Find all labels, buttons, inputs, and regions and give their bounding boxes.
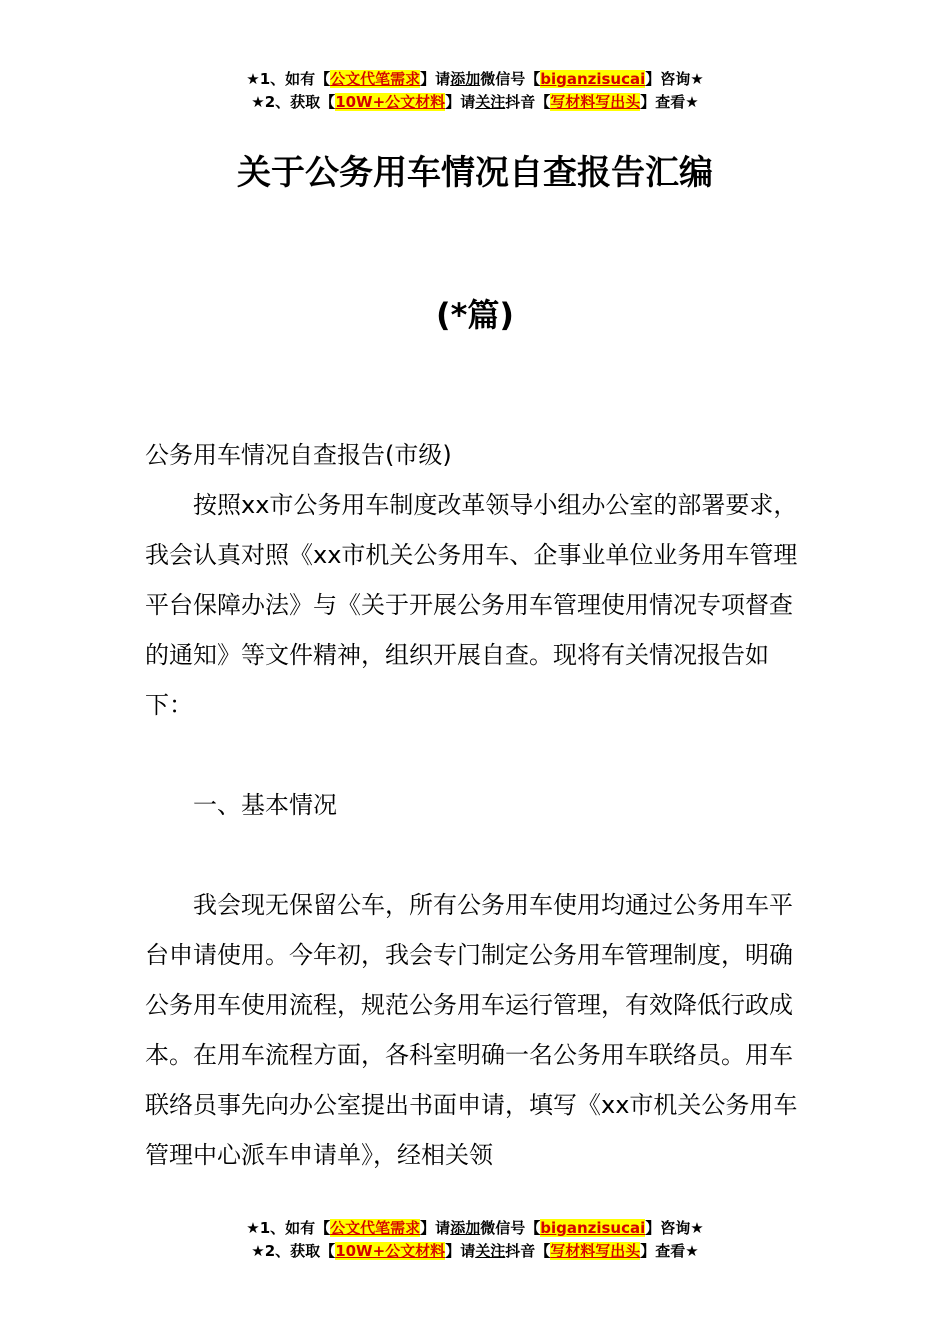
report-subheading: 公务用车情况自查报告(市级) (145, 441, 452, 469)
banner-underlined-text: 关注 (475, 93, 506, 111)
banner-line-2 (0, 91, 950, 114)
banner-text: ★1、如有【 (246, 70, 331, 88)
banner-text: 】请 (445, 93, 476, 111)
section-heading-basic-situation: 一、基本情况 (193, 791, 337, 819)
banner-text: ★2、获取【 (251, 93, 336, 111)
banner-highlight: 10W+公文材料 (335, 93, 446, 111)
banner-highlight: biganzisucai (540, 1219, 646, 1237)
banner-line-1 (0, 1217, 950, 1240)
banner-text: ★1、如有【 (246, 1219, 331, 1237)
banner-text: 】请 (420, 1219, 451, 1237)
banner-underlined-text: 添加 (450, 70, 481, 88)
banner-text: 】查看★ (640, 93, 699, 111)
banner-text: 抖音【 (505, 1242, 551, 1260)
banner-line-1 (0, 68, 950, 91)
banner-text: 微信号【 (480, 70, 541, 88)
document-title: 关于公务用车情况自查报告汇编 (237, 153, 713, 193)
banner-highlight: 10W+公文材料 (335, 1242, 446, 1260)
paragraph-intro: 按照xx市公务用车制度改革领导小组办公室的部署要求，我会认真对照《xx市机关公务用车、企事业单位业务用车管理平台保障办法》与《关于开展公务用车管理使用情况专项督查的通知》等文件精神，组织开展自查。现将有关情况报告如下： (145, 491, 798, 719)
banner-text: 】咨询★ (645, 70, 704, 88)
banner-text: 】咨询★ (645, 1219, 704, 1237)
banner-text: 】请 (445, 1242, 476, 1260)
banner-line-2 (0, 1240, 950, 1263)
banner-text: 】请 (420, 70, 451, 88)
banner-text: 微信号【 (480, 1219, 541, 1237)
banner-highlight: 公文代笔需求 (330, 70, 421, 88)
banner-highlight: biganzisucai (540, 70, 646, 88)
banner-highlight: 写材料写出头 (550, 1242, 641, 1260)
banner-text: 】查看★ (640, 1242, 699, 1260)
banner-underlined-text: 添加 (450, 1219, 481, 1237)
header-banner (0, 68, 950, 114)
document-subtitle: (*篇) (436, 296, 514, 334)
banner-text: 抖音【 (505, 93, 551, 111)
banner-highlight: 写材料写出头 (550, 93, 641, 111)
footer-banner (0, 1217, 950, 1263)
banner-underlined-text: 关注 (475, 1242, 506, 1260)
banner-text: ★2、获取【 (251, 1242, 336, 1260)
banner-highlight: 公文代笔需求 (330, 1219, 421, 1237)
paragraph-basic-situation: 我会现无保留公车，所有公务用车使用均通过公务用车平台申请使用。今年初，我会专门制定公务用车管理制度，明确公务用车使用流程，规范公务用车运行管理，有效降低行政成本。在用车流程方面，各科室明确一名公务用车联络员。用车联络员事先向办公室提出书面申请，填写《xx市机关公务用车管理中心派车申请单》，经相关领 (145, 891, 798, 1169)
